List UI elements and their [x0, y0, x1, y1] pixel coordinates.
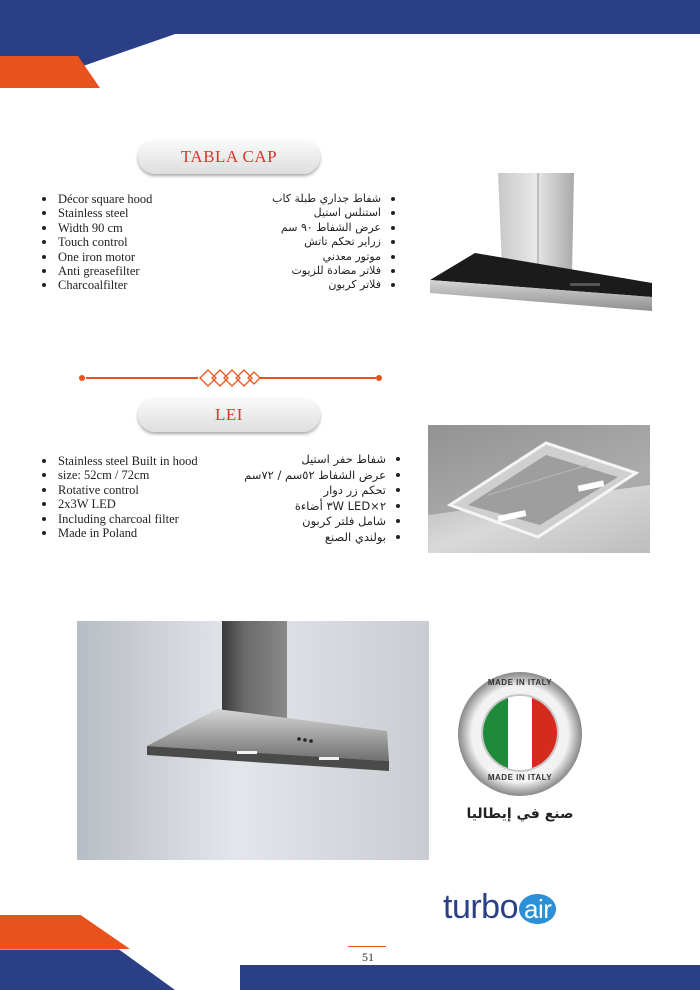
page-number-rule	[348, 946, 386, 947]
features-ar-lei	[230, 452, 400, 545]
badge-bottom-text: MADE IN ITALY	[487, 773, 553, 782]
feature-item-ar: بولندي الصنع	[230, 530, 400, 546]
feature-item: Charcoalfilter	[40, 278, 152, 292]
feature-item: Stainless steel Built in hood	[40, 454, 198, 468]
feature-item: Width 90 cm	[40, 221, 152, 235]
feature-item: One iron motor	[40, 250, 152, 264]
feature-item-ar: تحكم زر دوار	[230, 483, 400, 499]
page-number: 51	[362, 950, 374, 964]
product-title-lei: LEI	[138, 398, 320, 432]
product-title-tabla-cap: TABLA CAP	[138, 140, 320, 174]
divider-ornament	[198, 368, 260, 388]
features-en-tabla-cap	[40, 192, 152, 293]
made-in-italy-caption: صنع في إيطاليا	[466, 806, 574, 822]
feature-item: Anti greasefilter	[40, 264, 152, 278]
italy-flag-icon	[483, 696, 557, 770]
feature-item: Décor square hood	[40, 192, 152, 206]
tabla-cap-hood-photo	[420, 165, 660, 325]
feature-item: Including charcoal filter	[40, 512, 198, 526]
feature-item-ar: شامل فلتر كربون	[230, 514, 400, 530]
footer-band	[240, 965, 700, 990]
feature-item: size: 52cm / 72cm	[40, 468, 198, 482]
feature-item: Made in Poland	[40, 526, 198, 540]
wall-hood-photo	[77, 621, 429, 860]
feature-item-ar: شفاط حفر استيل	[230, 452, 400, 468]
feature-item-ar: فلاتر مضادة للزيوت	[245, 264, 395, 278]
feature-item-ar: ٢×٣W LED أضاءة	[230, 499, 400, 515]
features-en-lei	[40, 454, 198, 540]
feature-item: Touch control	[40, 235, 152, 249]
feature-item: 2x3W LED	[40, 497, 198, 511]
divider-line-right	[260, 377, 376, 379]
divider-dot-right	[376, 375, 382, 381]
turboair-logo: turbo air	[443, 888, 556, 927]
divider-line-left	[86, 377, 198, 379]
feature-item-ar: موتور معدني	[245, 250, 395, 264]
lei-hood-photo	[428, 425, 650, 553]
feature-item-ar: زراير تحكم تاتش	[245, 235, 395, 249]
footer-orange-accent	[0, 915, 130, 949]
feature-item-ar: فلاتر كربون	[245, 278, 395, 292]
feature-item-ar: استنلس استيل	[245, 206, 395, 220]
feature-item-ar: شفاط جداري طبلة كاب	[245, 192, 395, 206]
features-ar-tabla-cap	[245, 192, 395, 293]
feature-item: Rotative control	[40, 483, 198, 497]
feature-item-ar: عرض الشفاط ٩٠ سم	[245, 221, 395, 235]
badge-top-text: MADE IN ITALY	[487, 678, 553, 687]
feature-item-ar: عرض الشفاط ٥٢سم / ٧٢سم	[230, 468, 400, 484]
divider-dot-left	[79, 375, 85, 381]
feature-item: Stainless steel	[40, 206, 152, 220]
